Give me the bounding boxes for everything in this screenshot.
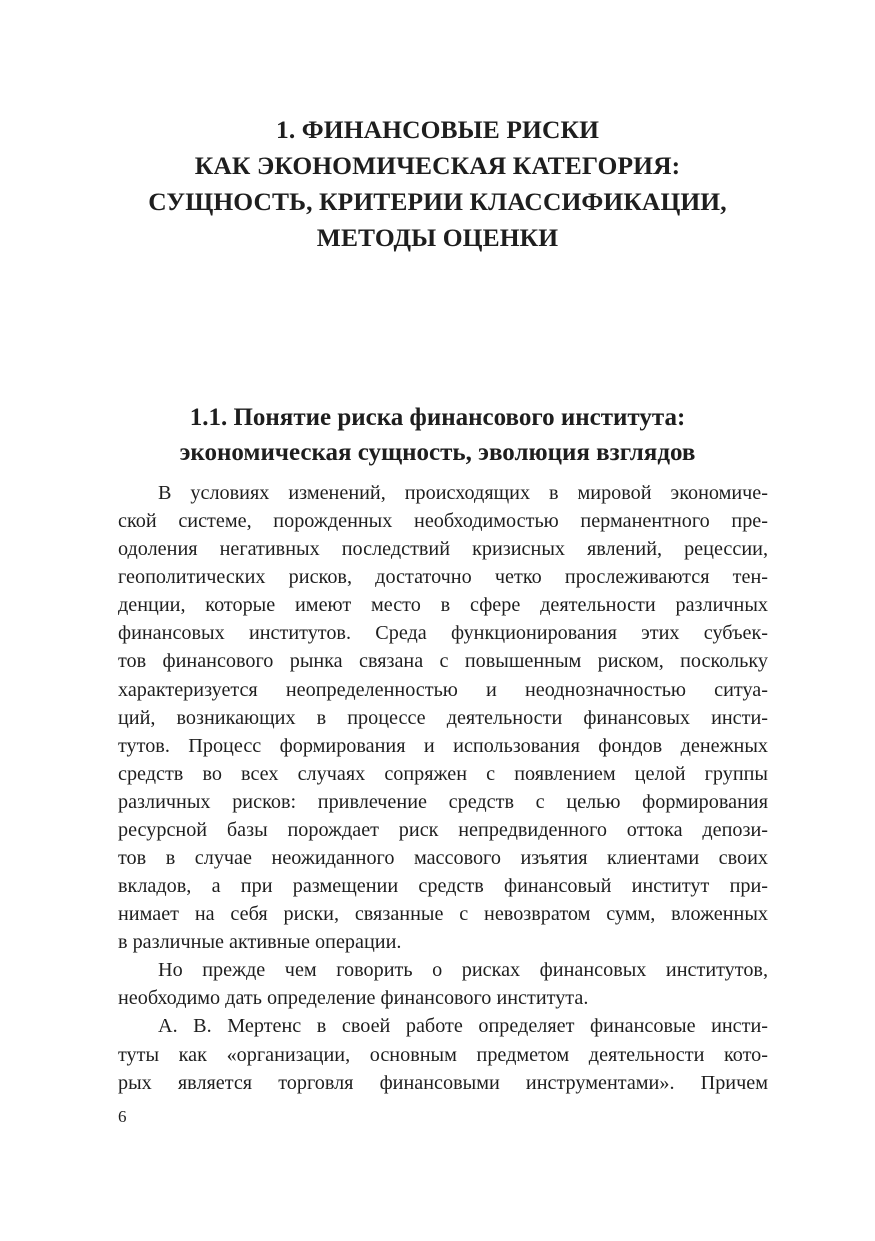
text-line: финансовых институтов. Среда функционирования этих субъек-	[118, 622, 768, 645]
text-line: туты как «организации, основным предметом деятельности кото-	[118, 1043, 768, 1066]
text-line: тутов. Процесс формирования и использования фондов денежных	[118, 734, 768, 757]
section-title-line: 1.1. Понятие риска финансового института:	[189, 404, 686, 431]
text-line: нимает на себя риски, связанные с невозвратом сумм, вложенных	[118, 903, 768, 926]
text-line: геополитических рисков, достаточно четко прослеживаются тен-	[118, 566, 768, 589]
text-line: характеризуется неопределенностью и неоднозначностью ситуа-	[118, 678, 768, 701]
chapter-title-line: СУЩНОСТЬ, КРИТЕРИИ КЛАССИФИКАЦИИ,	[148, 187, 727, 216]
paragraph-3	[118, 1012, 768, 1096]
text-line: одоления негативных последствий кризисных явлений, рецессии,	[118, 538, 768, 561]
paragraph-1	[118, 479, 768, 956]
text-line: Но прежде чем говорить о рисках финансовых институтов,	[158, 959, 768, 982]
chapter-title	[100, 112, 775, 256]
text-line: А. В. Мертенс в своей работе определяет финансовые инсти-	[158, 1015, 768, 1038]
text-line: ций, возникающих в процессе деятельности финансовых инсти-	[118, 706, 768, 729]
text-line: различных рисков: привлечение средств с целью формирования	[118, 790, 768, 813]
section-title-line: экономическая сущность, эволюция взглядов	[179, 439, 696, 466]
text-line: тов финансового рынка связана с повышенным риском, поскольку	[118, 650, 768, 673]
text-line: рых является торговля финансовыми инструментами». Причем	[118, 1071, 768, 1094]
chapter-title-line: МЕТОДЫ ОЦЕНКИ	[316, 223, 559, 252]
text-line: вкладов, а при размещении средств финансовый институт при-	[118, 875, 768, 898]
text-line: денции, которые имеют место в сфере деятельности различных	[118, 594, 768, 617]
text-line: необходимо дать определение финансового института.	[118, 987, 589, 1010]
page-number: 6	[118, 1107, 127, 1126]
chapter-title-line: КАК ЭКОНОМИЧЕСКАЯ КАТЕГОРИЯ:	[194, 151, 681, 180]
paragraph-2	[118, 956, 768, 1012]
text-line: ской системе, порожденных необходимостью перманентного пре-	[118, 510, 768, 533]
text-line: средств во всех случаях сопряжен с появлением целой группы	[118, 762, 768, 785]
text-line: тов в случае неожиданного массового изъятия клиентами своих	[118, 847, 768, 870]
section-title	[100, 400, 775, 470]
body-text	[118, 479, 768, 1097]
chapter-title-line: 1. ФИНАНСОВЫЕ РИСКИ	[275, 115, 600, 144]
text-line: ресурсной базы порождает риск непредвиденного оттока депози-	[118, 818, 768, 841]
text-line: в различные активные операции.	[118, 931, 402, 954]
text-line: В условиях изменений, происходящих в мировой экономиче-	[158, 482, 768, 504]
